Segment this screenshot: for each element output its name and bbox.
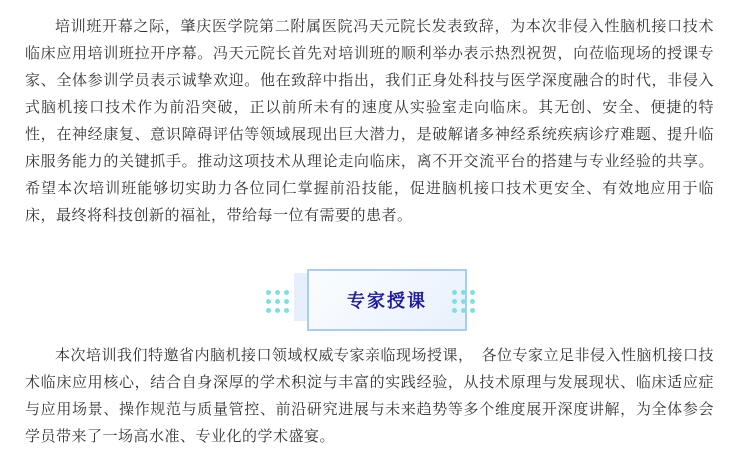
dots-decoration-left-icon [266,290,289,313]
section-title: 专家授课 [347,291,427,312]
paragraph-opening-speech: 培训班开幕之际，肇庆医学院第二附属医院冯天元院长发表致辞，为本次非侵入性脑机接口技术临床应用培训班拉开序幕。冯天元院长首先对培训班的顺利举办表示热烈祝贺，向莅临现场的授课专家、全体参训学员表示诚挚欢迎。他在致辞中指出，我们正身处科技与医学深度融合的时代，非侵入式脑机接口技术作为前沿突破，正以前所未有的速度从实验室走向临床。其无创、安全、便捷的特性，在神经康复、意识障碍评估等领域展现出巨大潜力，是破解诸多神经系统疾病诊疗难题、提升临床服务能力的关键抓手。推动这项技术从理论走向临床，离不开交流平台的搭建与专业经验的共享。希望本次培训班能够切实助力各位同仁掌握前沿技能，促进脑机接口技术更安全、有效地应用于临床，最终将科技创新的福祉，带给每一位有需要的患者。 [25,17,714,224]
paragraph-expert-lectures: 本次培训我们特邀省内脑机接口领域权威专家亲临现场授课， 各位专家立足非侵入性脑机接口技术临床应用核心，结合自身深厚的学术积淀与丰富的实践经验，从技术原理与发展现状、临床适应症与应用场景、操作规范与质量管控、前沿研究进展与未来趋势等多个维度展开深度讲解，为全体参会学员带来了一场高水准、专业化的学术盛宴。 [25,346,715,445]
section-header [25,269,714,331]
section-title-box [307,269,467,331]
dots-decoration-right-icon [452,290,475,313]
